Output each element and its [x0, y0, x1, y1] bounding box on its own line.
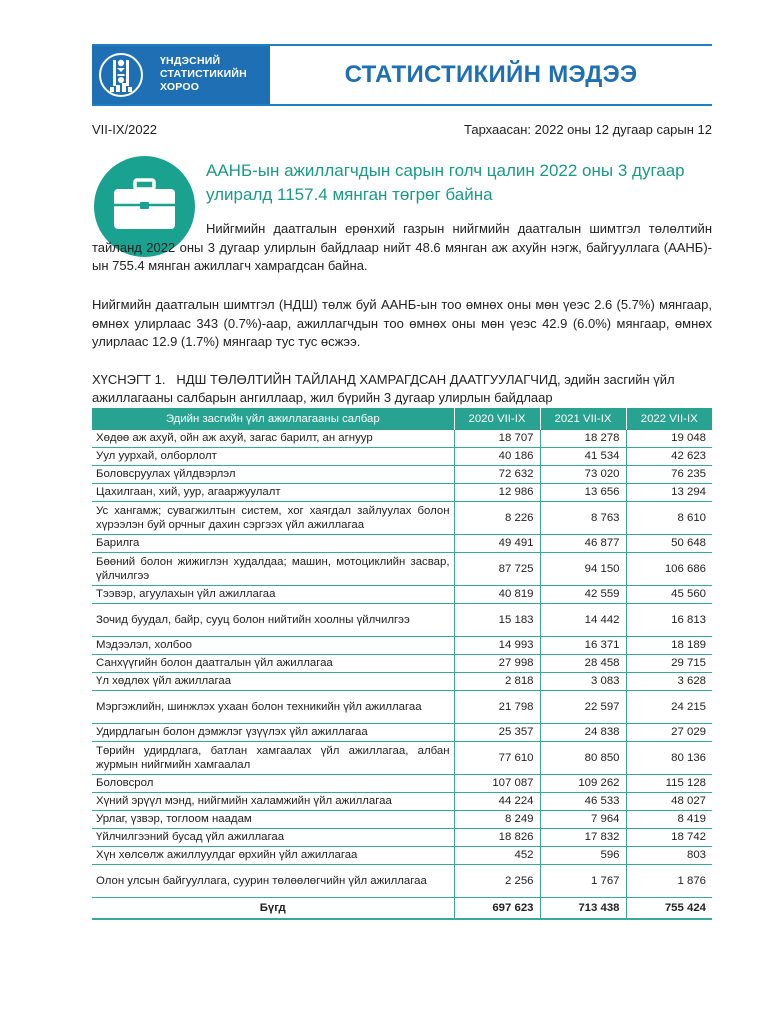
value-2021: 8 763 [540, 502, 626, 535]
value-2022: 76 235 [626, 466, 712, 484]
value-2022: 24 215 [626, 691, 712, 724]
value-2021: 73 020 [540, 466, 626, 484]
publication-title: СТАТИСТИКИЙН МЭДЭЭ [344, 61, 638, 88]
table-row [92, 604, 712, 637]
value-2020: 21 798 [454, 691, 540, 724]
insured-by-sector-table [92, 408, 712, 920]
sector-name: Боловсруулах үйлдвэрлэл [92, 466, 454, 484]
total-2020: 697 623 [454, 898, 540, 920]
sector-name: Санхүүгийн болон даатгалын үйл ажиллагаа [92, 655, 454, 673]
total-label: Бүгд [92, 898, 454, 920]
headline: ААНБ-ын ажиллагчдын сарын голч цалин 2022 оны 3 дугаар улиралд 1157.4 мянган төгрөг байна [206, 161, 685, 204]
value-2022: 45 560 [626, 586, 712, 604]
table-row [92, 775, 712, 793]
col-header-2021: 2021 VII-IX [540, 408, 626, 430]
table-caption [92, 371, 712, 406]
sector-name: Уул уурхай, олборлолт [92, 448, 454, 466]
sector-name: Хүн хөлсөлж ажиллуулдаг өрхийн үйл ажиллагаа [92, 847, 454, 865]
value-2022: 80 136 [626, 742, 712, 775]
value-2021: 7 964 [540, 811, 626, 829]
total-2021: 713 438 [540, 898, 626, 920]
org-name-line3: ХОРОО [160, 81, 200, 93]
table-row [92, 655, 712, 673]
value-2022: 42 623 [626, 448, 712, 466]
table-subtitle: эдийн засгийн үйл ажиллагааны салбарын ангиллаар, жил бүрийн 3 дугаар улирлын байдлаар [92, 372, 675, 405]
value-2021: 41 534 [540, 448, 626, 466]
sector-name: Ус хангамж; сувагжилтын систем, хог хаягдал зайлуулах болон хүрээлэн буй орчныг дахин сэргээх үйл ажиллагаа [92, 502, 454, 535]
sector-name: Зочид буудал, байр, сууц болон нийтийн хоолны үйлчилгээ [92, 604, 454, 637]
value-2020: 107 087 [454, 775, 540, 793]
value-2020: 18 826 [454, 829, 540, 847]
table-row [92, 829, 712, 847]
report-period: VII-IX/2022 [92, 122, 158, 137]
value-2021: 46 877 [540, 535, 626, 553]
sector-name: Мэргэжлийн, шинжлэх ухаан болон техникийн үйл ажиллагаа [92, 691, 454, 724]
value-2021: 17 832 [540, 829, 626, 847]
value-2021: 14 442 [540, 604, 626, 637]
value-2020: 2 256 [454, 865, 540, 898]
value-2022: 13 294 [626, 484, 712, 502]
table-row [92, 865, 712, 898]
table-row [92, 484, 712, 502]
value-2020: 40 819 [454, 586, 540, 604]
value-2022: 8 610 [626, 502, 712, 535]
total-2022: 755 424 [626, 898, 712, 920]
value-2022: 50 648 [626, 535, 712, 553]
value-2021: 596 [540, 847, 626, 865]
table-row [92, 691, 712, 724]
table-row [92, 724, 712, 742]
value-2021: 42 559 [540, 586, 626, 604]
table-row [92, 742, 712, 775]
sector-name: Удирдлагын болон дэмжлэг үзүүлэх үйл ажиллагаа [92, 724, 454, 742]
value-2020: 44 224 [454, 793, 540, 811]
sector-name: Тээвэр, агуулахын үйл ажиллагаа [92, 586, 454, 604]
value-2022: 19 048 [626, 430, 712, 448]
release-date: Тархаасан: 2022 оны 12 дугаар сарын 12 [464, 122, 712, 137]
value-2022: 48 027 [626, 793, 712, 811]
table-header-row [92, 408, 712, 430]
value-2021: 94 150 [540, 553, 626, 586]
table-row [92, 586, 712, 604]
org-name [160, 55, 247, 94]
col-header-sector: Эдийн засгийн үйл ажиллагааны салбар [92, 408, 454, 430]
report-header [92, 44, 712, 106]
intro-paragraph: Нийгмийн даатгалын ерөнхий газрын нийгмийн даатгалын шимтгэл төлөлтийн тайланд 2022 оны 3 дугаар улирлын байдлаар нийт 48.6 мянган аж ахуйн нэгж, байгууллага (ААНБ)-ын 755.4 мянган ажиллагч хамрагдсан байна. [92, 221, 712, 273]
value-2020: 15 183 [454, 604, 540, 637]
value-2021: 109 262 [540, 775, 626, 793]
value-2021: 24 838 [540, 724, 626, 742]
summary-paragraph: Нийгмийн даатгалын шимтгэл (НДШ) төлж буй ААНБ-ын тоо өмнөх оны мөн үеэс 2.6 (5.7%) мянгаар, өмнөх улирлаас 343 (0.7%)-аар, ажиллагчдын тоо өмнөх оны мөн үеэс 42.9 (6.0%) мянгаар, өмнөх улирлаас 12.9 (1.7%) мянгаар тус тус өсжээ. [92, 297, 712, 349]
value-2022: 8 419 [626, 811, 712, 829]
col-header-2022: 2022 VII-IX [626, 408, 712, 430]
table-row [92, 502, 712, 535]
value-2022: 3 628 [626, 673, 712, 691]
sector-name: Боловсрол [92, 775, 454, 793]
table-row [92, 637, 712, 655]
value-2021: 3 083 [540, 673, 626, 691]
table-label: ХҮСНЭГТ 1. [92, 372, 166, 387]
sector-name: Цахилгаан, хий, уур, агааржуулалт [92, 484, 454, 502]
value-2020: 452 [454, 847, 540, 865]
value-2022: 1 876 [626, 865, 712, 898]
sector-name: Олон улсын байгууллага, суурин төлөөлөгчийн үйл ажиллагаа [92, 865, 454, 898]
value-2022: 106 686 [626, 553, 712, 586]
table-row [92, 466, 712, 484]
value-2020: 87 725 [454, 553, 540, 586]
table-row [92, 847, 712, 865]
value-2020: 8 249 [454, 811, 540, 829]
value-2020: 14 993 [454, 637, 540, 655]
value-2020: 72 632 [454, 466, 540, 484]
total-row [92, 898, 712, 920]
value-2021: 22 597 [540, 691, 626, 724]
org-name-line1: ҮНДЭСНИЙ [160, 55, 221, 67]
value-2020: 2 818 [454, 673, 540, 691]
soyombo-emblem-icon [98, 52, 144, 98]
sector-name: Үл хөдлөх үйл ажиллагаа [92, 673, 454, 691]
sector-name: Хөдөө аж ахуй, ойн аж ахуй, загас барилт, ан агнуур [92, 430, 454, 448]
value-2020: 12 986 [454, 484, 540, 502]
value-2022: 803 [626, 847, 712, 865]
sector-name: Үйлчилгээний бусад үйл ажиллагаа [92, 829, 454, 847]
value-2021: 16 371 [540, 637, 626, 655]
nso-logo [92, 46, 270, 104]
table-row [92, 535, 712, 553]
table-row [92, 430, 712, 448]
value-2022: 29 715 [626, 655, 712, 673]
value-2022: 16 813 [626, 604, 712, 637]
value-2020: 25 357 [454, 724, 540, 742]
table-row [92, 448, 712, 466]
sector-name: Мэдээлэл, холбоо [92, 637, 454, 655]
value-2021: 13 656 [540, 484, 626, 502]
value-2022: 18 189 [626, 637, 712, 655]
value-2021: 18 278 [540, 430, 626, 448]
sector-name: Урлаг, үзвэр, тоглоом наадам [92, 811, 454, 829]
value-2021: 80 850 [540, 742, 626, 775]
value-2020: 40 186 [454, 448, 540, 466]
table-row [92, 553, 712, 586]
org-name-line2: СТАТИСТИКИЙН [160, 68, 247, 80]
value-2022: 18 742 [626, 829, 712, 847]
value-2021: 1 767 [540, 865, 626, 898]
table-title: НДШ ТӨЛӨЛТИЙН ТАЙЛАНД ХАМРАГДСАН ДААТГУУЛАГЧИД, [176, 372, 561, 387]
table-row [92, 811, 712, 829]
sector-name: Барилга [92, 535, 454, 553]
value-2020: 18 707 [454, 430, 540, 448]
value-2020: 49 491 [454, 535, 540, 553]
sector-name: Төрийн удирдлага, батлан хамгаалах үйл ажиллагаа, албан журмын нийгмийн хамгаалал [92, 742, 454, 775]
table-body [92, 430, 712, 919]
col-header-2020: 2020 VII-IX [454, 408, 540, 430]
value-2021: 28 458 [540, 655, 626, 673]
value-2022: 27 029 [626, 724, 712, 742]
table-row [92, 673, 712, 691]
table-row [92, 793, 712, 811]
sector-name: Бөөний болон жижиглэн худалдаа; машин, мотоциклийн засвар, үйлчилгээ [92, 553, 454, 586]
value-2020: 27 998 [454, 655, 540, 673]
value-2022: 115 128 [626, 775, 712, 793]
value-2020: 8 226 [454, 502, 540, 535]
value-2021: 46 533 [540, 793, 626, 811]
value-2020: 77 610 [454, 742, 540, 775]
sector-name: Хүний эрүүл мэнд, нийгмийн халамжийн үйл ажиллагаа [92, 793, 454, 811]
